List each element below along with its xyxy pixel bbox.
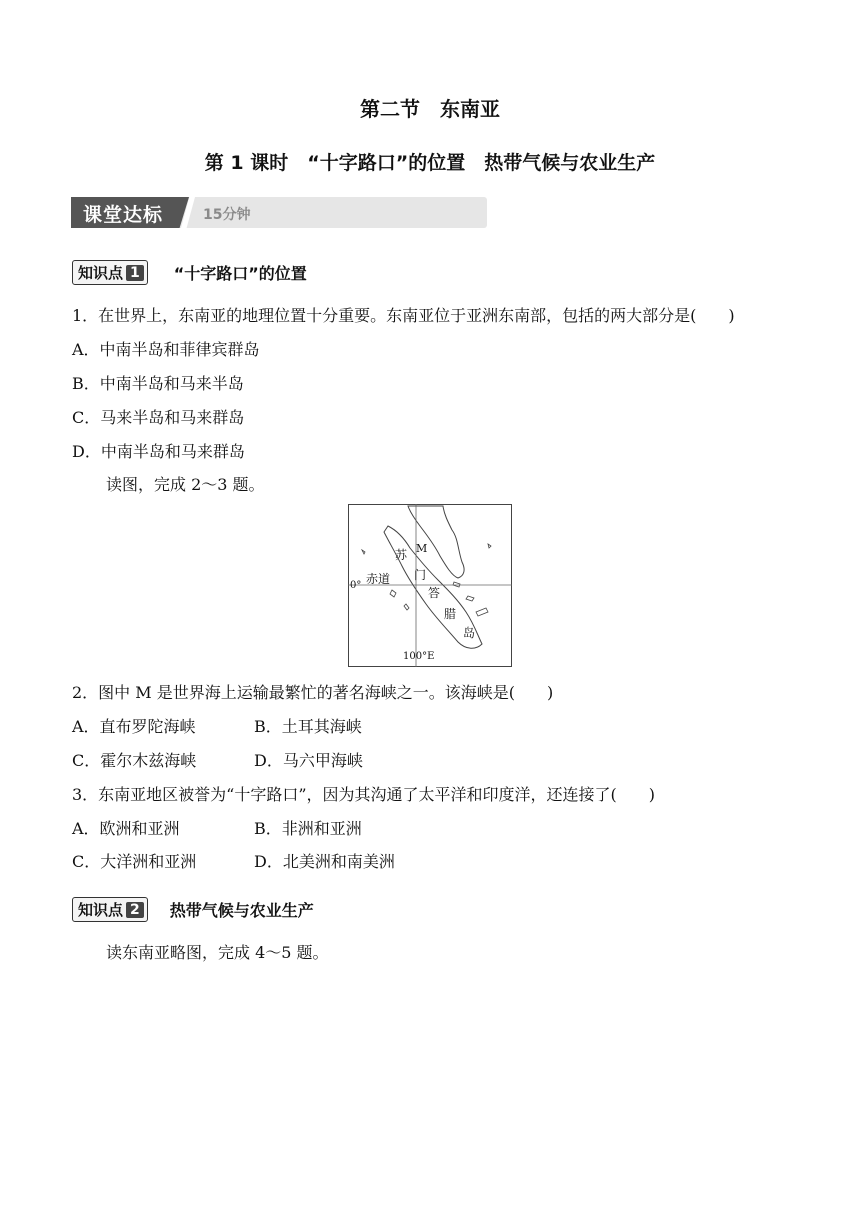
question-3-stem: 3．东南亚地区被誉为“十字路口”，因为其沟通了太平洋和印度洋，还连接了( ) [72, 785, 656, 804]
map-label-dao: 岛 [463, 626, 476, 640]
banner-time: 15分钟 [203, 207, 251, 223]
map-label-m: M [416, 542, 428, 555]
knowledge-point-title: 热带气候与农业生产 [169, 901, 314, 920]
knowledge-point-label: 知识点 [78, 901, 124, 919]
knowledge-point-number: 1 [126, 265, 144, 281]
knowledge-point-label: 知识点 [78, 264, 124, 282]
question-3-option-c: C．大洋洲和亚洲 [72, 852, 197, 871]
question-1-option-b: B．中南半岛和马来半岛 [72, 374, 244, 393]
question-2-option-c: C．霍尔木兹海峡 [72, 751, 197, 770]
question-2-stem: 2．图中 M 是世界海上运输最繁忙的著名海峡之一。该海峡是( ) [72, 683, 554, 702]
question-2-option-d: D．马六甲海峡 [254, 751, 363, 770]
question-1-option-a: A．中南半岛和菲律宾群岛 [72, 340, 260, 359]
question-3-option-b: B．非洲和亚洲 [254, 819, 362, 838]
knowledge-point-title: “十字路口”的位置 [173, 264, 307, 283]
map-label-equator: 赤道 [366, 572, 391, 586]
map-label-men: 门 [414, 568, 427, 582]
map-label-longitude: 100°E [403, 651, 435, 662]
map-label-zero-degree: 0° [350, 580, 362, 591]
question-1-option-d: D．中南半岛和马来群岛 [72, 442, 245, 461]
knowledge-point-badge [72, 260, 148, 285]
question-2-option-a: A．直布罗陀海峡 [72, 717, 196, 736]
question-1-option-c: C．马来半岛和马来群岛 [72, 408, 245, 427]
class-practice-banner [71, 197, 487, 228]
question-1-stem: 1．在世界上，东南亚的地理位置十分重要。东南亚位于亚洲东南部，包括的两大部分是( ) [72, 306, 735, 325]
map-label-la: 腊 [444, 607, 457, 621]
reading-instruction-2: 读东南亚略图，完成 4～5 题。 [106, 943, 329, 962]
question-2-option-b: B．土耳其海峡 [254, 717, 362, 736]
reading-instruction-1: 读图，完成 2～3 题。 [106, 475, 265, 494]
knowledge-point-badge [72, 897, 148, 922]
knowledge-point-1-header [72, 260, 307, 285]
map-label-su: 苏 [395, 548, 408, 562]
banner-label: 课堂达标 [83, 204, 164, 226]
map-label-da: 答 [428, 586, 441, 600]
lesson-title: 第 1 课时 “十字路口”的位置 热带气候与农业生产 [204, 152, 656, 174]
knowledge-point-number: 2 [126, 902, 144, 918]
sumatra-map [348, 504, 512, 667]
question-3-option-d: D．北美洲和南美洲 [254, 852, 395, 871]
knowledge-point-2-header [72, 897, 314, 922]
question-3-option-a: A．欧洲和亚洲 [72, 819, 180, 838]
section-title: 第二节 东南亚 [360, 97, 500, 121]
